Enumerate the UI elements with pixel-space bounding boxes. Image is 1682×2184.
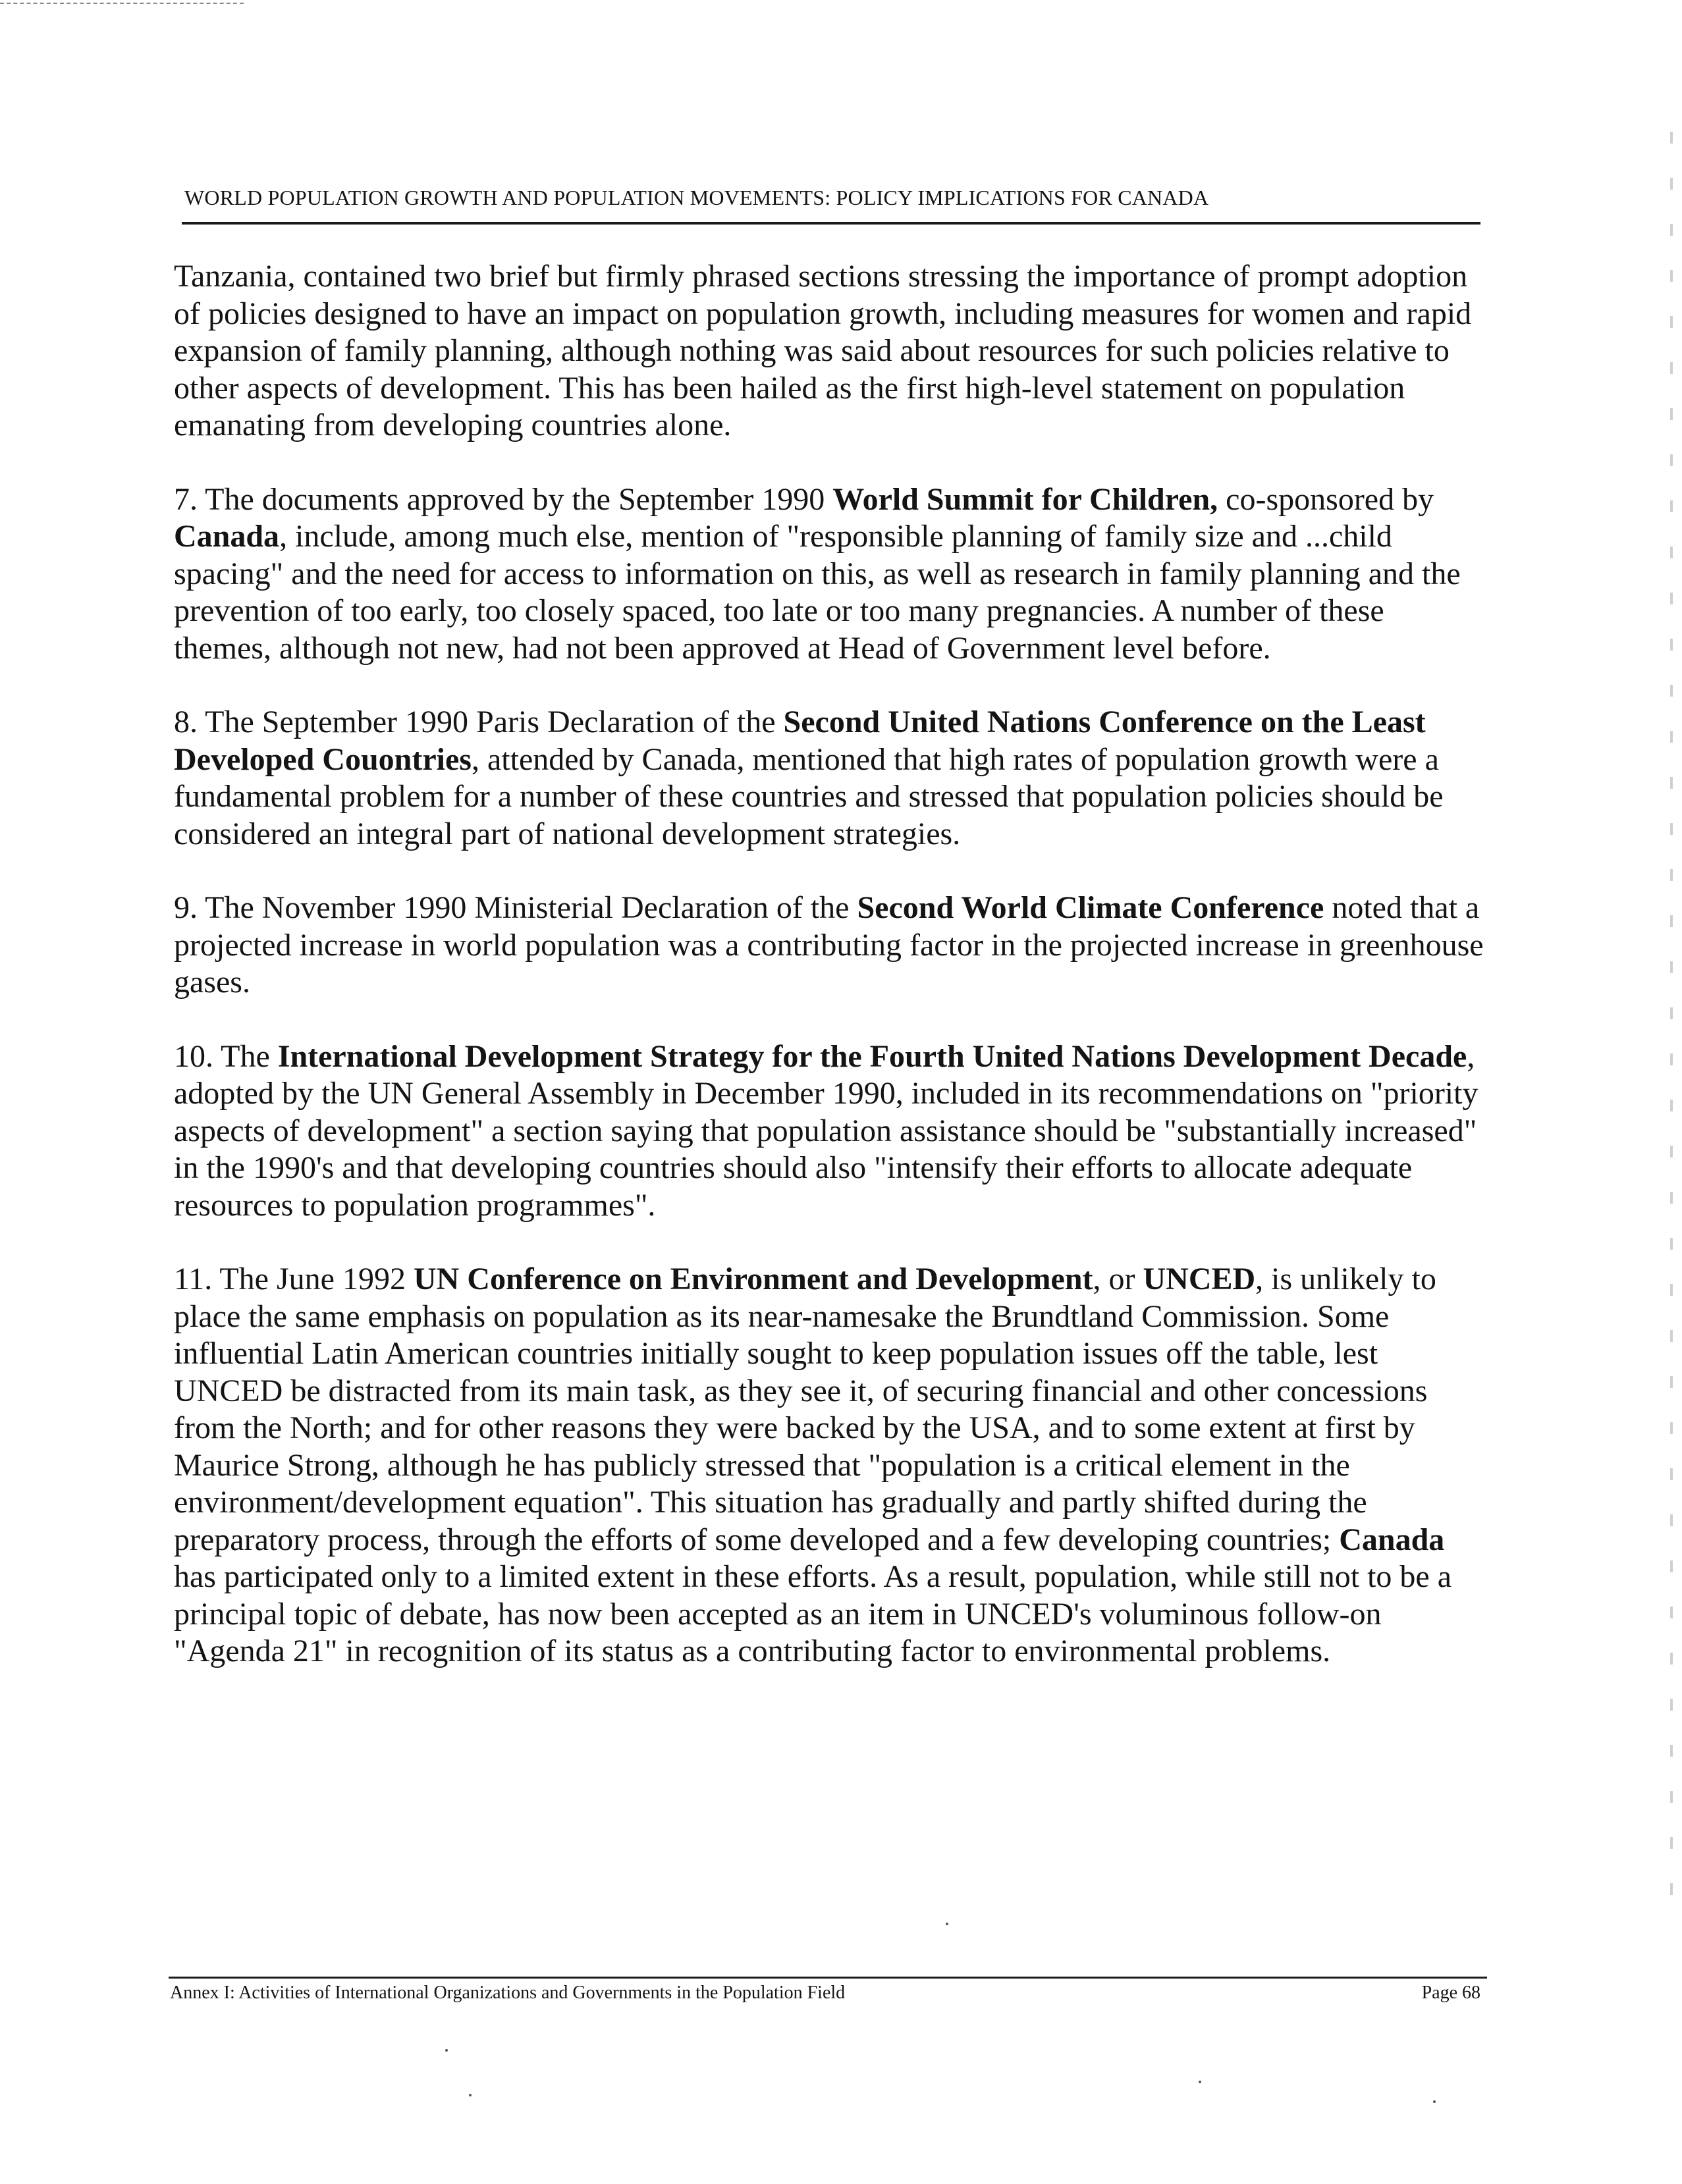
- paragraph-text: 10. The: [174, 1038, 278, 1074]
- paragraph-text: co-sponsored by: [1218, 481, 1434, 517]
- header-rule: [182, 222, 1480, 225]
- paragraph-continuation: [174, 258, 1488, 444]
- paragraph-8: [174, 704, 1488, 853]
- running-header: [182, 186, 1480, 225]
- paragraph-text: , or: [1093, 1262, 1143, 1296]
- footer-row: [169, 1983, 1487, 2004]
- bold-term: Second United Nations Conference on the Least Developed Couontries: [174, 705, 1426, 777]
- paragraph-text: has participated only to a limited extent in these efforts. As a result, population, while still not to be a principal topic of debate, has now been accepted as an item in UNCED's voluminous follow-on "Agenda 21" in recognition of its status as a contributing factor to environmental problems.: [174, 1559, 1452, 1668]
- scan-speck: [469, 2094, 472, 2096]
- scan-edge-mark: [0, 3, 244, 4]
- paragraph-text: 11. The June 1992: [174, 1262, 414, 1296]
- bold-term: UN Conference on Environment and Development: [413, 1262, 1093, 1296]
- paragraph-text: , adopted by the UN General Assembly in December 1990, included in its recommendations on "priority aspects of development" a section saying that population assistance should be "substantially increased" in the 1990's and that developing countries should also "intensify their efforts to allocate adequate resources to population programmes".: [174, 1038, 1479, 1223]
- paragraph-text: 9. The November 1990 Ministerial Declaration of the: [174, 890, 857, 925]
- footer-rule: [169, 1977, 1487, 1979]
- bold-term: International Development Strategy for the Fourth United Nations Development Decade: [277, 1038, 1467, 1074]
- paragraph-text: noted that a projected increase in world population was a contributing factor in the projected increase in greenhouse gases.: [174, 890, 1484, 999]
- scan-speck: [445, 2049, 448, 2052]
- scan-speck: [1433, 2100, 1436, 2103]
- paragraph-11: [174, 1261, 1488, 1670]
- bold-term: World Summit for Children,: [832, 481, 1218, 517]
- paragraph-10: [174, 1038, 1488, 1225]
- bold-term: Second World Climate Conference: [857, 890, 1324, 925]
- document-body: [174, 258, 1488, 1707]
- paragraph-9: [174, 890, 1488, 1001]
- paragraph-text: , is unlikely to place the same emphasis on population as its near-namesake the Brundtland Commission. Some influential Latin American countries initially sought to keep population issues off the table, lest UNCED be distracted from its main task, as they see it, of securing financial and other concessions from the North; and for other reasons they were backed by the USA, and to some extent at first by Maurice Strong, although he has publicly stressed that "population is a critical element in the environment/development equation". This situation has gradually and partly shifted during the preparatory process, through the efforts of some developed and a few developing countries;: [174, 1262, 1436, 1557]
- scan-speck: [946, 1923, 948, 1925]
- bold-term: Canada: [174, 519, 280, 554]
- bold-term: Canada: [1339, 1522, 1445, 1557]
- paragraph-7: [174, 481, 1488, 668]
- paragraph-text: 7. The documents approved by the September 1990: [174, 481, 833, 517]
- running-header-title: WORLD POPULATION GROWTH AND POPULATION MOVEMENTS: POLICY IMPLICATIONS FOR CANADA: [184, 186, 1209, 209]
- bold-term: UNCED: [1143, 1262, 1256, 1296]
- paragraph-text: , attended by Canada, mentioned that high rates of population growth were a fundamental problem for a number of these countries and stressed that population policies should be considered an integral part of national development strategies.: [174, 741, 1444, 851]
- paragraph-text: 8. The September 1990 Paris Declaration of the: [174, 705, 784, 739]
- footer-page-number: Page 68: [1421, 1983, 1480, 2003]
- paragraph-text: Tanzania, contained two brief but firmly phrased sections stressing the importance of prompt adoption of policies designed to have an impact on population growth, including measures for women and rapid expansion of family planning, although nothing was said about resources for such policies relative to other aspects of development. This has been hailed as the first high-level statement on population emanating from developing countries alone.: [174, 259, 1472, 442]
- scan-binding-marks: [1670, 132, 1673, 1909]
- paragraph-text: , include, among much else, mention of "responsible planning of family size and ...child spacing" and the need for access to information on this, as well as research in family planning and the prevention of too early, too closely spaced, too late or too many pregnancies. A number of these themes, although not new, had not been approved at Head of Government level before.: [174, 519, 1461, 666]
- page-footer: [169, 1977, 1487, 2004]
- footer-annex-title: Annex I: Activities of International Organizations and Governments in the Population Field: [170, 1983, 846, 2003]
- scan-speck: [1199, 2081, 1201, 2083]
